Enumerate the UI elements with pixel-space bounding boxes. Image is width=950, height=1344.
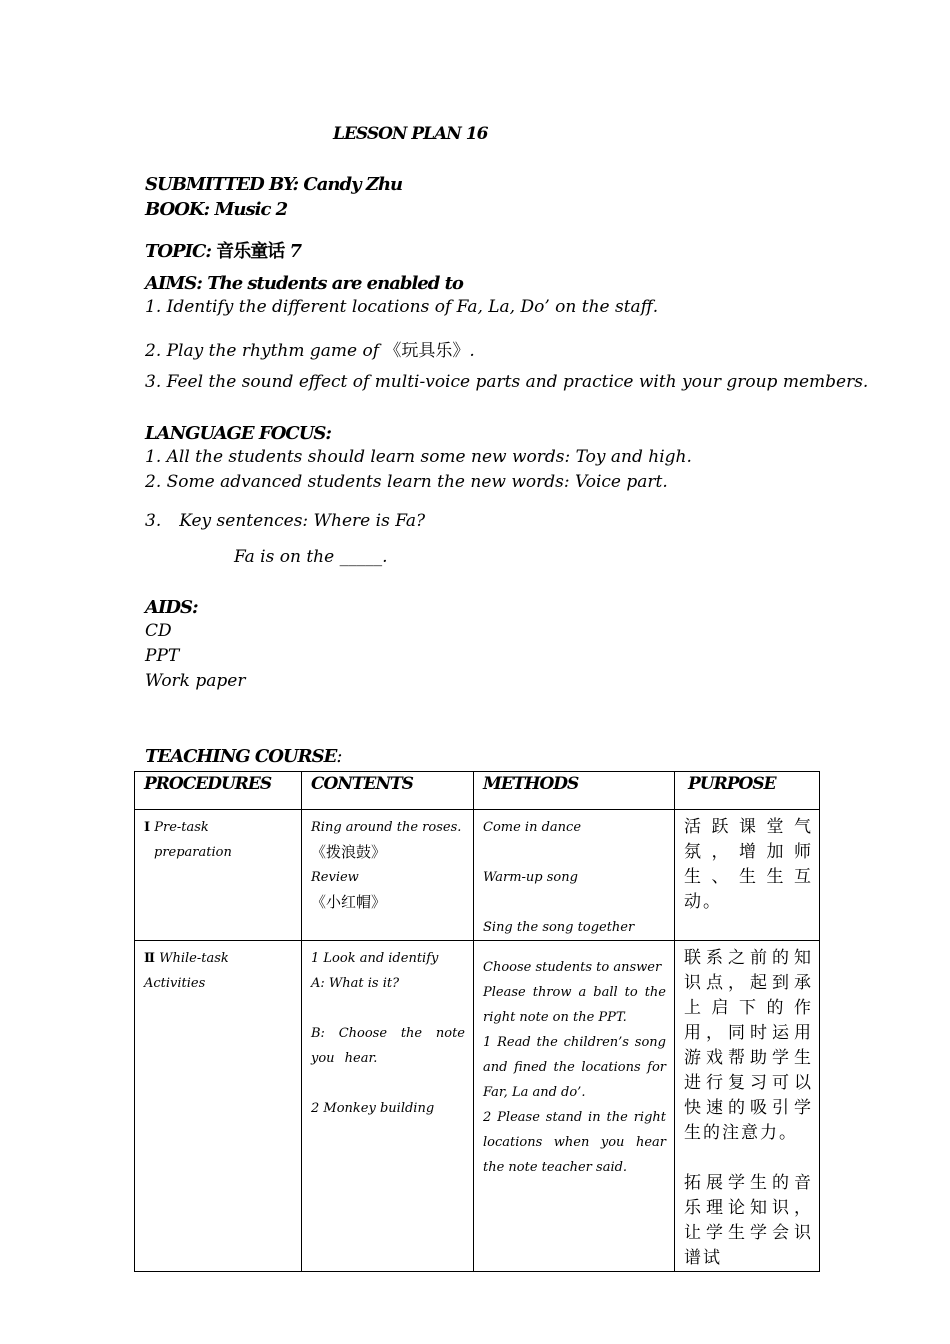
row2-method-item: 2 Please stand in the right locations when you hear the note teacher said. [483,1110,666,1175]
row2-content-item: 1 Look and identify [311,951,439,966]
row2-content-item: 2 Monkey building [311,1101,435,1116]
teaching-course-label: TEACHING COURSE [145,746,337,767]
topic [145,237,301,263]
row1-method-item: Sing the song together [483,920,635,935]
aim-2 [145,336,475,361]
teaching-course-colon: : [336,746,342,767]
row2-procedure-text: While-task Activities [144,951,229,991]
row1-content-item: Ring around the roses. [311,820,462,835]
row1-content-item: Review [311,870,359,885]
aim-1: 1. Identify the different locations of Fa, La, Do’ on the staff. [145,297,659,317]
row2-procedure-num: Ⅱ [144,951,155,966]
table-row [135,941,820,1272]
row2-purpose [675,941,820,1272]
language-focus-3b: Fa is on the _____. [234,547,388,567]
book: BOOK: Music 2 [145,199,288,220]
header-methods: METHODS [474,772,675,810]
row2-contents [302,941,474,1272]
topic-label: TOPIC: [145,241,217,262]
row2-content-item: B: Choose the note you hear. [311,1026,465,1066]
header-contents: CONTENTS [302,772,474,810]
language-focus-3 [145,511,425,531]
aim-2-chinese: 《玩具乐》 [384,341,470,361]
row1-procedure-a: Pre-task [150,820,209,835]
header-procedures: PROCEDURES [135,772,302,810]
page-title: LESSON PLAN 16 [333,124,488,144]
header-purpose: PURPOSE [675,772,820,810]
row1-content-item: 《拨浪鼓》 [311,843,387,861]
row1-methods [474,810,675,941]
row1-content-item: 《小红帽》 [311,893,387,911]
language-focus-heading: LANGUAGE FOCUS: [145,423,332,444]
table-header-row [135,772,820,810]
row2-method-item: 1 Read the children’s song and fined the locations for Far, La and do’. [483,1035,666,1100]
row2-purpose-text: 联系之前的知识点，起到承上启下的作用，同时运用游戏帮助学生进行复习可以快速的吸引学生的注意力。 [684,948,813,1143]
language-focus-3-num: 3. [145,511,162,531]
row1-purpose-text: 活跃课堂气氛，增加师生、生生互动。 [684,817,813,912]
aid-item: PPT [145,646,180,666]
submitted-by: SUBMITTED BY: Candy Zhu [145,174,403,195]
aim-3: 3. Feel the sound effect of multi-voice parts and practice with your group members. [145,372,869,392]
aid-item: Work paper [145,671,246,691]
row1-procedure [135,810,302,941]
teaching-course-heading [145,746,341,767]
teaching-course-table [134,771,820,1272]
row2-methods [474,941,675,1272]
aid-item: CD [145,621,172,641]
row1-method-item: Warm-up song [483,870,578,885]
row2-procedure [135,941,302,1272]
aim-2-end: . [469,341,475,361]
row1-procedure-num: Ⅰ [144,820,151,835]
row1-purpose [675,810,820,941]
row2-method-item: Choose students to answer [483,960,662,975]
topic-chinese: 音乐童话 [216,241,285,262]
row2-content-item: A: What is it? [311,976,400,991]
aids-heading: AIDS: [145,597,198,618]
topic-number: 7 [284,241,302,262]
aims-heading: AIMS: The students are enabled to [145,273,463,294]
table-row [135,810,820,941]
row1-contents [302,810,474,941]
row1-method-item: Come in dance [483,820,582,835]
language-focus-1: 1. All the students should learn some new words: Toy and high. [145,447,692,467]
language-focus-2: 2. Some advanced students learn the new words: Voice part. [145,472,668,492]
aim-2-text: 2. Play the rhythm game of [145,341,385,361]
language-focus-3-text: Key sentences: Where is Fa? [179,511,426,531]
row2-method-item: Please throw a ball to the right note on the PPT. [483,985,666,1025]
row1-procedure-b: preparation [154,845,232,860]
row2-purpose-text: 拓展学生的音乐理论知识，让学生学会识谱试 [684,1173,813,1268]
